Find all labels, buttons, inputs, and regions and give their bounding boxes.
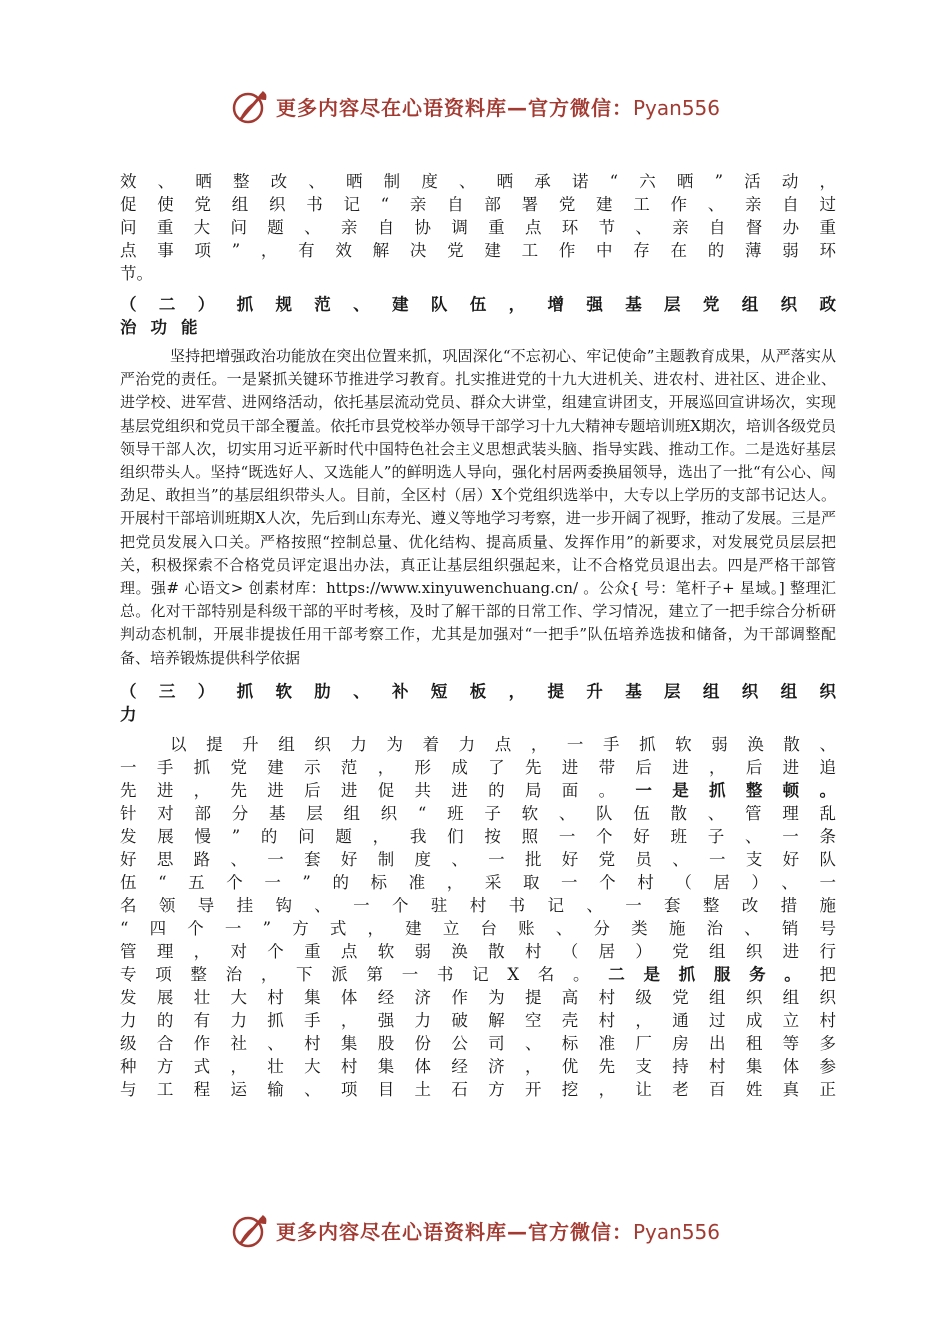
text-line — [120, 848, 836, 871]
bold-lead-phrase: 二是抓服务。 — [608, 964, 820, 984]
text-line — [120, 1078, 836, 1101]
text-run: 专项整治，下派第一书记X名。 — [120, 964, 609, 984]
text-line — [120, 825, 836, 848]
heading-line: 治功能 — [120, 318, 212, 337]
text-line — [120, 1009, 836, 1032]
watermark-label: 更多内容尽在心语资料库—官方微信： — [275, 95, 633, 120]
text-run: 以提升组织力为着力点，一手抓软弱涣散、 — [170, 734, 836, 754]
watermark-wechat-id: Pyan556 — [632, 95, 720, 120]
text-run: “四个一”方式，建立台账、分类施治、销号 — [120, 918, 836, 938]
body-paragraph-3 — [120, 733, 836, 1101]
text-run: 一手抓党建示范，形成了先进带后进，后进追 — [120, 757, 836, 777]
heading-line: 力 — [120, 704, 137, 724]
text-line — [120, 802, 836, 825]
watermark-text — [276, 92, 720, 121]
text-line — [120, 779, 836, 802]
text-line — [120, 733, 836, 756]
text-run: 种方式，壮大村集体经济，优先支持村集体参 — [120, 1056, 836, 1076]
section-heading-3 — [120, 680, 836, 726]
text-run: 好思路、一套好制度、一批好党员、一支好队 — [120, 849, 836, 869]
text-run: 名领导挂钩、一个驻村书记、一套整改措施 — [120, 895, 836, 915]
text-line — [120, 986, 836, 1009]
heading-line: （二）抓规范、建队伍，增强基层党组织政 — [120, 295, 836, 314]
section1-tail — [120, 170, 836, 285]
document-page — [120, 170, 836, 1101]
text-run: 针对部分基层组织“班子软、队伍散、管理乱 — [120, 803, 836, 823]
watermark-wechat-id: Pyan556 — [632, 1219, 720, 1244]
text-run: 把 — [819, 964, 836, 984]
text-run: 伍“五个一”的标准，采取一个村（居）、一 — [120, 872, 836, 892]
text-run: 管理，对个重点软弱涣散村（居）党组织进行 — [120, 941, 836, 961]
text-line: 节。 — [120, 264, 153, 283]
text-line — [120, 894, 836, 917]
text-run: 力的有力抓手，强力破解空壳村，通过成立村 — [120, 1010, 836, 1030]
text-line — [120, 963, 836, 986]
text-line — [120, 917, 836, 940]
text-run: 发展慢”的问题，我们按照一个好班子、一条 — [120, 826, 836, 846]
text-line: 效、晒整改、晒制度、晒承诺“六晒”活动， — [120, 172, 836, 191]
quill-pen-logo-icon — [230, 86, 270, 126]
text-run: 发展壮大村集体经济作为提高村级党组织组织 — [120, 987, 836, 1007]
quill-pen-logo-icon — [230, 1210, 270, 1250]
text-run: 先进，先进后进促共进的局面。 — [120, 780, 636, 800]
watermark-banner-bottom — [0, 1206, 950, 1254]
text-line — [120, 871, 836, 894]
watermark-text — [276, 1216, 720, 1245]
text-line — [120, 756, 836, 779]
bold-lead-phrase: 一是抓整顿。 — [635, 780, 836, 800]
section-heading-2 — [120, 293, 836, 339]
text-line: 促使党组织书记“亲自部署党建工作、亲自过 — [120, 195, 836, 214]
text-line: 点事项”，有效解决党建工作中存在的薄弱环 — [120, 241, 836, 260]
text-line — [120, 1032, 836, 1055]
text-line: 问重大问题、亲自协调重点环节、亲自督办重 — [120, 218, 836, 237]
body-paragraph-2: 坚持把增强政治功能放在突出位置来抓，巩固深化“不忘初心、牢记使命”主题教育成果，从严落实从严治党的责任。一是紧抓关键环节推进学习教育。扎实推进党的十九大进机关、进农村、进社区、进企业、进学校、进军营、进网络活动，依托基层流动党员、群众大讲堂，组建宣讲团支，开展巡回宣讲场次，实现基层党组织和党员干部全覆盖。依托市县党校举办领导干部学习十九大精神专题培训班X期次，培训各级党员领导干部人次，切实用习近平新时代中国特色社会主义思想武装头脑、指导实践、推动工作。二是选好基层组织带头人。坚持“既选好人、又选能人”的鲜明选人导向，强化村居两委换届领导，选出了一批“有公心、闯劲足、敢担当”的基层组织带头人。目前，全区村（居）X个党组织选举中，大专以上学历的支部书记达人。开展村干部培训班期X人次，先后到山东寿光、遵义等地学习考察，进一步开阔了视野，推动了发展。三是严把党员发展入口关。严格按照“控制总量、优化结构、提高质量、发挥作用”的新要求，对发展党员层层把关，积极探索不合格党员评定退出办法，真正让基层组织强起来，让不合格党员退出去。四是严格干部管理。强# 心语文> 创素材库：https://www.xinyuwenchuang.cn/ 。公众{ 号：笔杆子+ 星域。] 整理汇总。化对干部特别是科级干部的平时考核，及时了解干部的日常工作、学习情况，建立了一把手综合分析研判动态机制，开展非提拔任用干部考察工作，尤其是加强对“一把手”队伍培养选拔和储备，为干部调整配备、培养锻炼提供科学依据 — [120, 347, 836, 667]
text-line — [120, 940, 836, 963]
text-line — [120, 1055, 836, 1078]
watermark-banner-top — [0, 82, 950, 130]
text-run: 级合作社、村集股份公司、标准厂房出租等多 — [120, 1033, 836, 1053]
watermark-label: 更多内容尽在心语资料库—官方微信： — [275, 1219, 633, 1244]
heading-line: （三）抓软肋、补短板，提升基层组织组织 — [120, 681, 836, 701]
text-run: 与工程运输、项目土石方开挖，让老百姓真正 — [120, 1079, 836, 1099]
